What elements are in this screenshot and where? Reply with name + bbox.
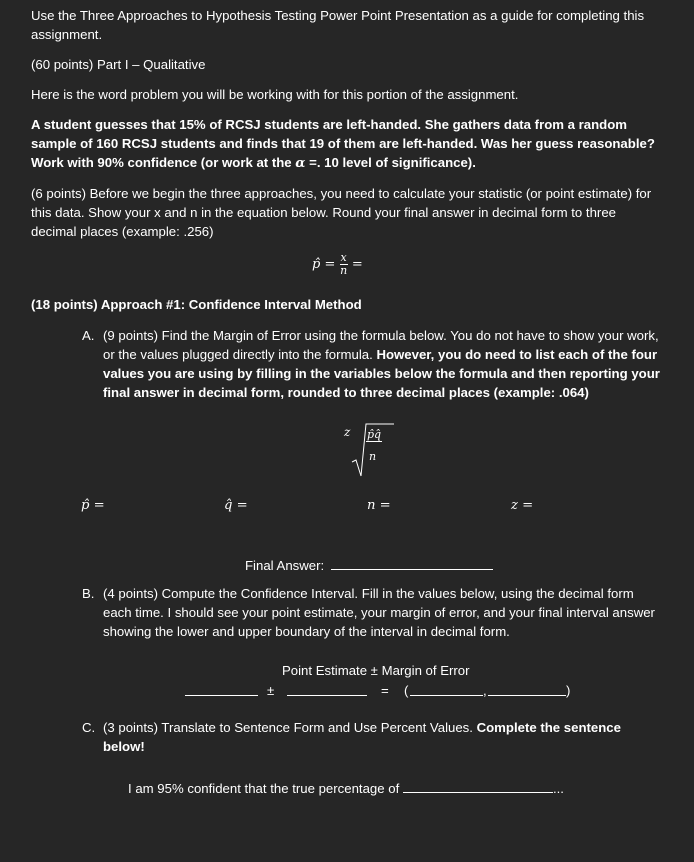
var-phat[interactable]: p̂ = [81,498,105,513]
item-a-normal: (9 points) Find the Margin of Error using the formula below. You do not have to show your work, or the values plugged directly into the formula. [103,328,659,362]
alpha-symbol: α [295,156,306,171]
ci-lower-blank[interactable] [410,681,483,696]
word-problem-text-end: =. 10 level of significance). [305,155,476,170]
moe-denominator: n [369,450,377,463]
approach1-title: (18 points) Approach #1: Confidence Interval Method [31,297,362,312]
ci-margin-blank[interactable] [287,681,367,696]
fraction-denominator: n [340,264,348,277]
var-n[interactable]: n = [367,498,391,513]
part1-title: (60 points) Part I – Qualitative [31,57,206,72]
var-qhat[interactable]: q̂ = [224,498,248,513]
item-a-marker: A. [82,328,95,343]
fraction-numerator: x [340,251,347,264]
sentence-row [128,778,564,798]
sentence-blank[interactable] [403,778,553,793]
item-a-bold: However, you do need to list each of the four values you are using by filling in the variables below the formula and then reporting your final answer in decimal form, rounded to three decimal places (example: .064) [103,347,660,400]
word-problem [31,115,661,173]
final-answer-blank[interactable] [331,555,493,570]
x-over-n-fraction [340,252,348,277]
item-b-marker: B. [82,586,95,601]
phat-rhs: = [351,257,363,272]
word-problem-intro: Here is the word problem you will be working with for this portion of the assignment. [31,87,519,102]
ci-open-paren: ( [404,683,409,698]
intro-text: Use the Three Approaches to Hypothesis Testing Power Point Presentation as a guide for completing this assignment. [31,8,645,42]
ci-upper-blank[interactable] [488,681,566,696]
ci-formula: Point Estimate ± Margin of Error [282,663,470,678]
item-c-marker: C. [82,720,96,735]
moe-numerator: p̂q̂ [367,428,382,441]
ci-row [0,681,694,703]
sentence-ellipsis: ... [552,781,564,796]
phat-lhs: p̂ = [312,257,336,272]
ci-equals: = [381,683,389,698]
phat-equation [312,252,363,277]
ci-plus-minus: ± [267,683,275,698]
moe-formula [340,420,400,480]
final-answer-label: Final Answer: [245,558,325,573]
statistic-instructions: (6 points) Before we begin the three approaches, you need to calculate your statistic (or point estimate) for this data. Show your x and n in the equation below. Round your final answer in decimal form to three decimal places (example: .256) [31,186,652,239]
word-problem-text: A student guesses that 15% of RCSJ students are left-handed. She gathers data from a random sample of 160 RCSJ students and finds that 19 of them are left-handed. Was her guess reasonable? Work with 90% confidence (or work at the [31,117,655,170]
ci-close-paren: ) [566,683,571,698]
final-answer [245,555,493,575]
item-c-normal: (3 points) Translate to Sentence Form and Use Percent Values. [103,720,477,735]
item-c-bold: Complete the sentence below! [103,720,621,754]
ci-point-estimate-blank[interactable] [185,681,258,696]
item-a-text [103,326,663,402]
item-c-text [103,718,663,756]
sentence-text: I am 95% confident that the true percentage of [128,781,400,796]
ci-comma: , [483,683,487,698]
var-z[interactable]: z = [511,498,534,513]
item-b-text: (4 points) Compute the Confidence Interval. Fill in the values below, using the decimal form each time. I should see your point estimate, your margin of error, and your final interval answer showing the lower and upper boundary of the interval in decimal form. [103,586,655,639]
moe-z: z [344,425,351,439]
